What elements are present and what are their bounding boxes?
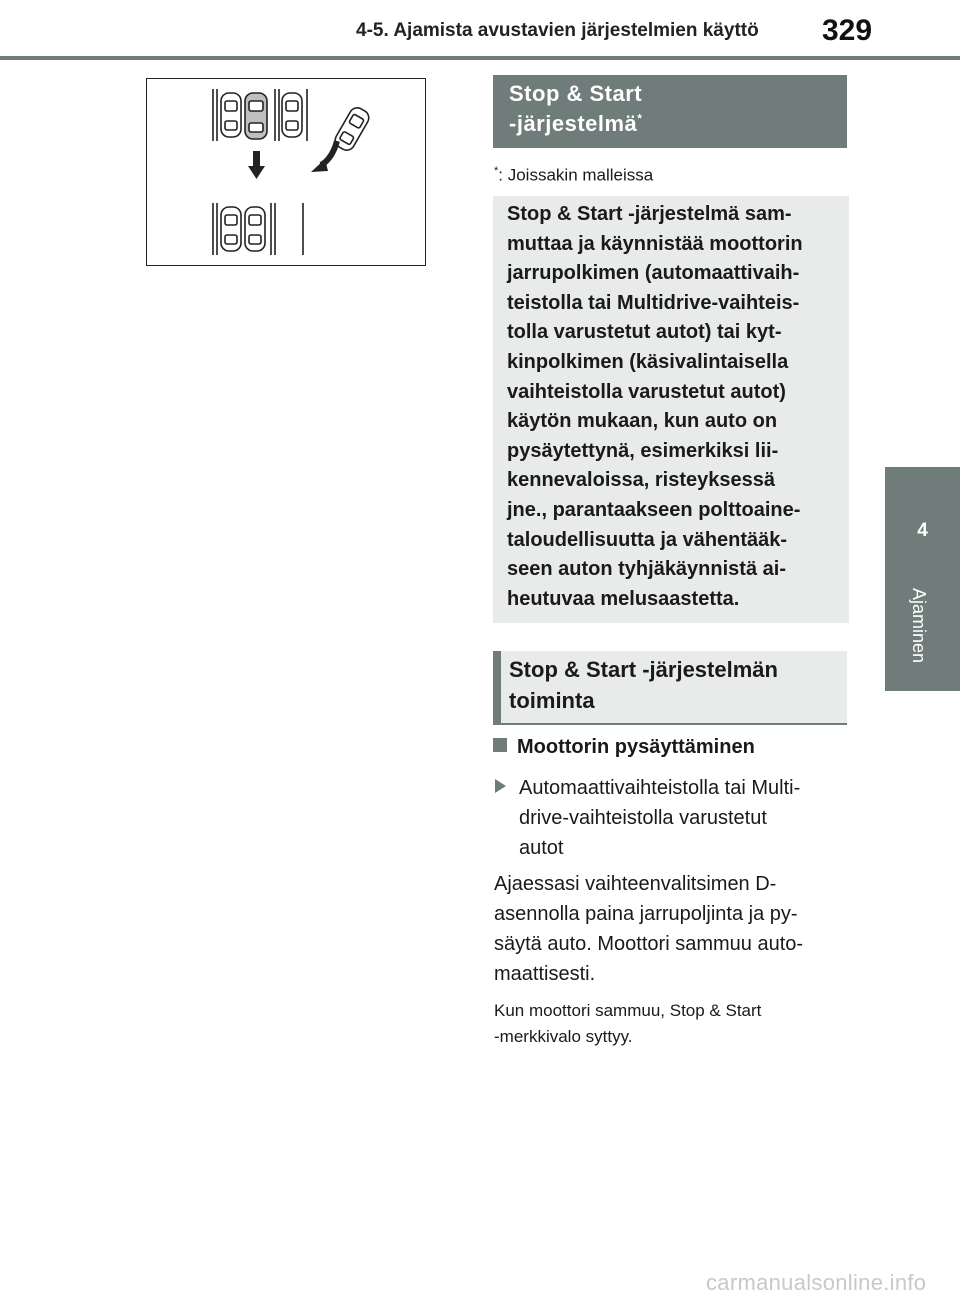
parking-illustration: [146, 78, 426, 266]
intro-box: [493, 196, 849, 623]
intro-line: kennevaloissa, risteyksessä: [507, 469, 775, 492]
intro-line: muttaa ja käynnistää moottorin: [507, 232, 803, 255]
note-paragraph: [494, 998, 761, 1050]
section-heading-line: toiminta: [509, 688, 595, 713]
intro-line: käytön mukaan, kun auto on: [507, 410, 778, 433]
header-rule: [0, 56, 960, 60]
body-line: maattisesti.: [494, 963, 596, 985]
intro-line: pysäytettynä, esimerkiksi lii-: [507, 439, 779, 462]
square-bullet-icon: [493, 738, 507, 752]
body-line: säytä auto. Moottori sammuu auto-: [494, 933, 804, 955]
note-line: -merkkivalo syttyy.: [494, 1027, 633, 1046]
intro-line: tolla varustetut autot) tai kyt-: [507, 321, 782, 344]
title-text: -järjestelmä: [509, 111, 638, 136]
title-line-1: Stop & Start: [509, 81, 643, 106]
title-box: [493, 75, 847, 148]
section-heading-line: Stop & Start -järjestelmän: [509, 657, 778, 682]
page-number: 329: [822, 14, 873, 47]
arrow-item-line: autot: [519, 837, 564, 859]
intro-line: jne., parantaakseen polttoaine-: [507, 498, 801, 521]
intro-line: teistolla tai Multidrive-vaihteis-: [507, 291, 800, 314]
arrow-item-line: drive-vaihteistolla varustetut: [519, 807, 767, 829]
chapter-label: Ajaminen: [909, 588, 929, 664]
body-paragraph: [494, 869, 803, 989]
body-line: Ajaessasi vaihteenvalitsimen D-: [494, 873, 777, 895]
footnote-text: : Joissakin malleissa: [498, 165, 654, 185]
intro-line: heutuvaa melusaastetta.: [507, 587, 740, 610]
section-heading-box: [493, 651, 847, 725]
footnote-marker: *: [494, 165, 499, 177]
body-line: asennolla paina jarrupoljinta ja py-: [494, 903, 798, 925]
footnote: [494, 165, 653, 186]
intro-line: seen auton tyhjäkäynnistä ai-: [507, 558, 786, 581]
title-line-2: [509, 109, 831, 139]
intro-line: jarrupolkimen (automaattivaih-: [507, 262, 800, 285]
arrow-list-item: [495, 773, 800, 863]
intro-line: vaihteistolla varustetut autot): [507, 380, 786, 403]
subheading-text: Moottorin pysäyttäminen: [517, 736, 755, 758]
subheading: [493, 736, 755, 759]
intro-line: Stop & Start -järjestelmä sam-: [507, 203, 792, 225]
chapter-number: 4: [917, 520, 928, 541]
arrow-item-line: Automaattivaihteistolla tai Multi-: [519, 777, 801, 799]
note-line: Kun moottori sammuu, Stop & Start: [494, 1001, 762, 1020]
watermark: carmanualsonline.info: [706, 1270, 927, 1295]
header-section-title: 4-5. Ajamista avustavien järjestelmien käyttö: [356, 20, 759, 41]
intro-line: kinpolkimen (käsivalintaisella: [507, 350, 789, 373]
title-footnote-marker: *: [637, 111, 643, 126]
intro-line: taloudellisuutta ja vähentääk-: [507, 528, 788, 551]
triangle-bullet-icon: [495, 779, 506, 793]
